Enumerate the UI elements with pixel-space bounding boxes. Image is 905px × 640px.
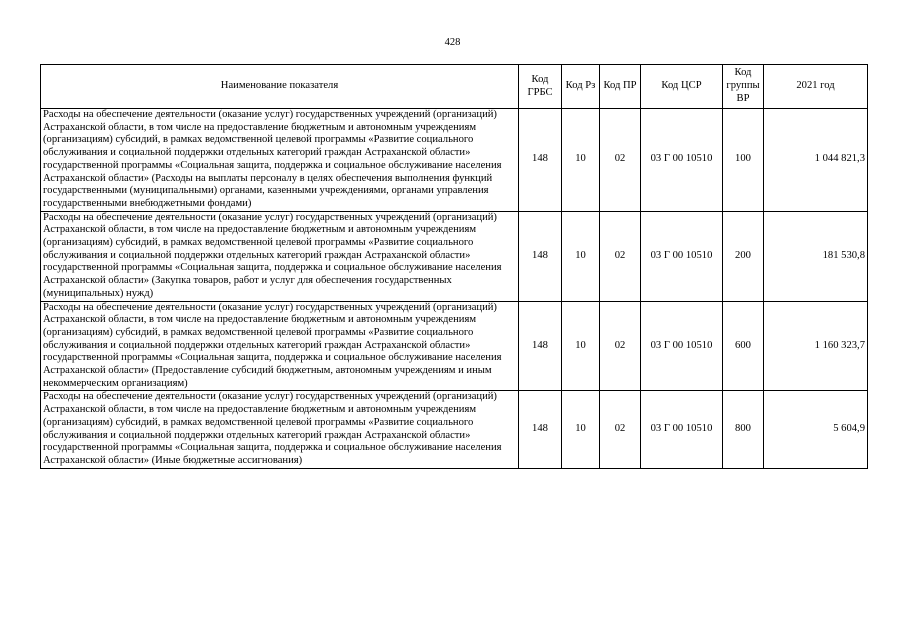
- row-name: Расходы на обеспечение деятельности (оказание услуг) государственных учреждений (организаций) Астраханской области, в том числе на предоставление бюджетным и автономным учреждениям (организациям) субсидий, в рамках ведомственной целевой программы «Развитие социального обслуживания и социальной поддержки отдельных категорий граждан Астраханской области» государственной программы «Социальная защита, поддержка и социальное обслуживание населения Астраханской области» (Закупка товаров, работ и услуг для обеспечения государственных (муниципальных) нужд): [41, 211, 519, 301]
- header-rz: Код Рз: [562, 65, 600, 109]
- row-grbs: 148: [519, 211, 562, 301]
- row-amount: 181 530,8: [764, 211, 868, 301]
- header-grbs: Код ГРБС: [519, 65, 562, 109]
- page-number: 428: [444, 37, 461, 48]
- row-grbs: 148: [519, 109, 562, 212]
- row-grbs: 148: [519, 391, 562, 468]
- row-pr: 02: [600, 301, 641, 391]
- header-csr: Код ЦСР: [641, 65, 723, 109]
- row-vr: 600: [723, 301, 764, 391]
- row-csr: 03 Г 00 10510: [641, 211, 723, 301]
- row-name: Расходы на обеспечение деятельности (оказание услуг) государственных учреждений (организаций) Астраханской области, в том числе на предоставление бюджетным и автономным учреждениям (организациям) субсидий, в рамках ведомственной целевой программы «Развитие социального обслуживания и социальной поддержки отдельных категорий граждан Астраханской области» государственной программы «Социальная защита, поддержка и социальное обслуживание населения Астраханской области» (Предоставление субсидий бюджетным, автономным учреждениям и иным некоммерческим организациям): [41, 301, 519, 391]
- row-pr: 02: [600, 391, 641, 468]
- row-vr: 100: [723, 109, 764, 212]
- table-row: [41, 109, 868, 212]
- row-csr: 03 Г 00 10510: [641, 109, 723, 212]
- table-row: [41, 211, 868, 301]
- header-pr: Код ПР: [600, 65, 641, 109]
- row-rz: 10: [562, 391, 600, 468]
- row-name: Расходы на обеспечение деятельности (оказание услуг) государственных учреждений (организаций) Астраханской области, в том числе на предоставление бюджетным и автономным учреждениям (организациям) субсидий, в рамках ведомственной целевой программы «Развитие социального обслуживания и социальной поддержки отдельных категорий граждан Астраханской области» государственной программы «Социальная защита, поддержка и социальное обслуживание населения Астраханской области» (Иные бюджетные ассигнования): [41, 391, 519, 468]
- row-amount: 1 044 821,3: [764, 109, 868, 212]
- row-vr: 800: [723, 391, 764, 468]
- row-pr: 02: [600, 211, 641, 301]
- row-rz: 10: [562, 211, 600, 301]
- row-pr: 02: [600, 109, 641, 212]
- budget-table: [40, 64, 868, 469]
- row-vr: 200: [723, 211, 764, 301]
- row-amount: 1 160 323,7: [764, 301, 868, 391]
- row-grbs: 148: [519, 301, 562, 391]
- row-name: Расходы на обеспечение деятельности (оказание услуг) государственных учреждений (организаций) Астраханской области, в том числе на предоставление бюджетным и автономным учреждениям (организациям) субсидий, в рамках ведомственной целевой программы «Развитие социального обслуживания и социальной поддержки отдельных категорий граждан Астраханской области» государственной программы «Социальная защита, поддержка и социальное обслуживание населения Астраханской области» (Расходы на выплаты персоналу в целях обеспечения выполнения функций государственными (муниципальными) органами, казенными учреждениями, органами управления государственными внебюджетными фондами): [41, 109, 519, 212]
- header-year: 2021 год: [764, 65, 868, 109]
- row-rz: 10: [562, 109, 600, 212]
- header-name: Наименование показателя: [41, 65, 519, 109]
- table-row: [41, 391, 868, 468]
- row-csr: 03 Г 00 10510: [641, 391, 723, 468]
- header-row: [41, 65, 868, 109]
- row-csr: 03 Г 00 10510: [641, 301, 723, 391]
- row-rz: 10: [562, 301, 600, 391]
- row-amount: 5 604,9: [764, 391, 868, 468]
- table-row: [41, 301, 868, 391]
- header-vr: Код группы ВР: [723, 65, 764, 109]
